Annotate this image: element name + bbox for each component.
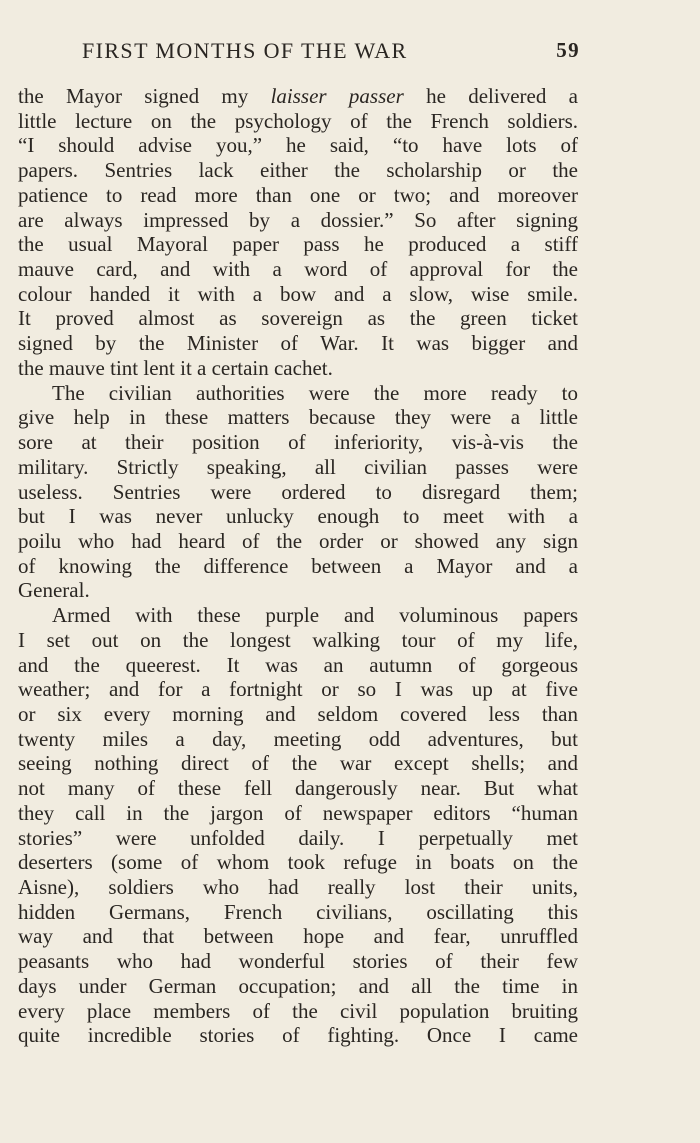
text-line: the usual Mayoral paper pass he produced a stiff (18, 232, 578, 257)
text-line: little lecture on the psychology of the French soldiers. (18, 108, 578, 133)
text-line: or six every morning and seldom covered less than (18, 701, 578, 726)
text-line: papers. Sentries lack either the scholarship or the (18, 158, 578, 183)
text-line: “I should advise you,” he said, “to have lots of (18, 133, 578, 158)
text-line: and the queerest. It was an autumn of gorgeous (18, 652, 578, 677)
text-line: Aisne), soldiers who had really lost their units, (18, 875, 578, 899)
text-line: patience to read more than one or two; and moreover (18, 182, 578, 207)
page-number: 59 (556, 38, 580, 62)
text-line: It proved almost as sovereign as the green ticket (18, 306, 578, 331)
text-line: mauve card, and with a word of approval for the (18, 257, 578, 282)
running-head: FIRST MONTHS OF THE WAR (82, 38, 408, 63)
paragraph-end-line: the mauve tint lent it a certain cachet. (18, 355, 333, 380)
text-line: useless. Sentries were ordered to disregard them; (18, 479, 578, 504)
paragraph-end-line: General. (18, 578, 90, 603)
text-line: signed by the Minister of War. It was bigger and (18, 331, 578, 356)
text-line: quite incredible stories of fighting. Once I came (18, 1023, 578, 1048)
page-header (18, 38, 580, 70)
text-line: but I was never unlucky enough to meet with a (18, 504, 578, 529)
text-line: deserters (some of whom took refuge in boats on the (18, 850, 578, 875)
paragraph-start-line: Armed with these purple and voluminous papers (52, 603, 578, 628)
text-line: they call in the jargon of newspaper editors “human (18, 800, 578, 825)
text-line: of knowing the difference between a Mayor and a (18, 553, 578, 578)
text-line: weather; and for a fortnight or so I was up at five (18, 677, 578, 702)
text-line: twenty miles a day, meeting odd adventures, but (18, 726, 578, 751)
paragraph-start-line: The civilian authorities were the more ready to (52, 380, 578, 405)
text-line: give help in these matters because they were a little (18, 405, 578, 430)
text-line: poilu who had heard of the order or showed any sign (18, 528, 578, 553)
text-line: are always impressed by a dossier.” So after signing (18, 207, 578, 232)
text-line: days under German occupation; and all the time in (18, 973, 578, 998)
text-line: not many of these fell dangerously near. But what (18, 776, 578, 801)
text-line: stories” were unfolded daily. I perpetually met (18, 825, 578, 850)
body-text (18, 84, 578, 1048)
text-line: I set out on the longest walking tour of my life, (18, 627, 578, 652)
text-line: military. Strictly speaking, all civilian passes were (18, 454, 578, 479)
text-line: the Mayor signed my laisser passer he delivered a (18, 84, 578, 108)
text-line: seeing nothing direct of the war except shells; and (18, 751, 578, 776)
italic-phrase: laisser passer (270, 84, 404, 108)
text-line: way and that between hope and fear, unruffled (18, 924, 578, 949)
text-line: every place members of the civil population bruiting (18, 998, 578, 1023)
text-line: peasants who had wonderful stories of their few (18, 949, 578, 974)
text-line: colour handed it with a bow and a slow, wise smile. (18, 281, 578, 306)
text-line: sore at their position of inferiority, vis-à-vis the (18, 430, 578, 455)
text-line: hidden Germans, French civilians, oscillating this (18, 899, 578, 924)
